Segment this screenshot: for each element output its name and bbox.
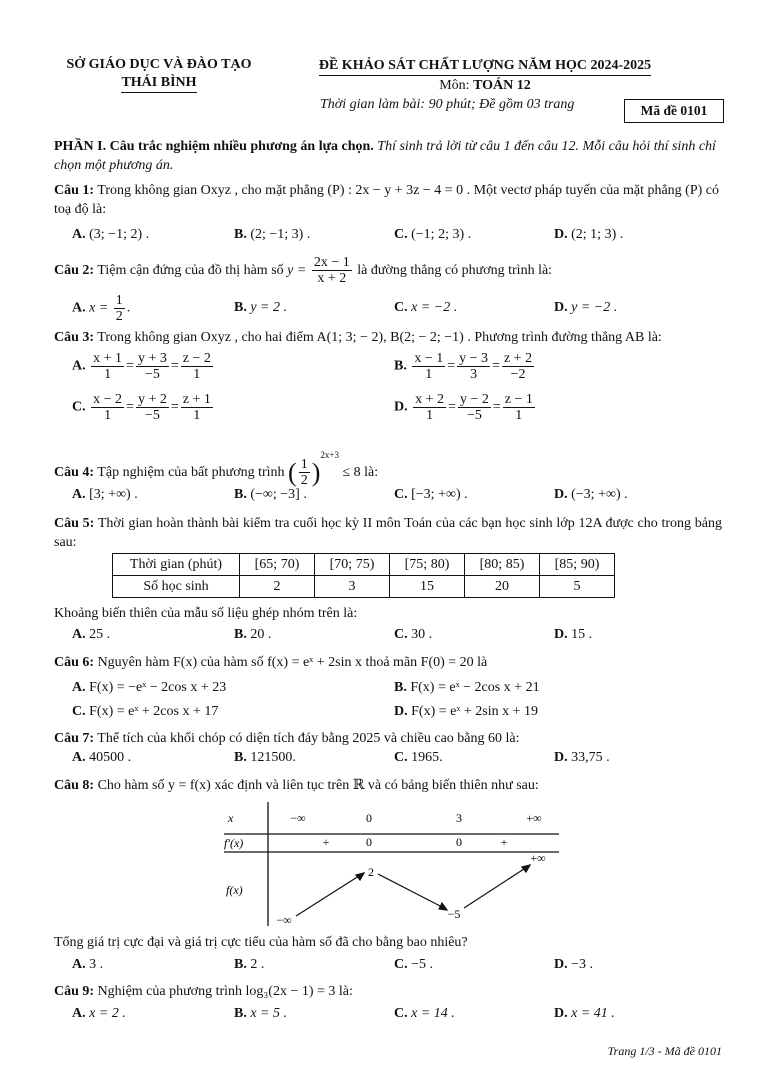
q4-option-c[interactable]: C. [−3; +∞) . [394, 487, 468, 502]
table-row: Thời gian (phút) [65; 70) [70; 75) [75; 80) [80; 85) [85; 90) [113, 554, 615, 576]
q2-option-c[interactable]: C. x = −2 . [394, 300, 458, 315]
vt-v1: −∞ [276, 913, 292, 927]
q2-option-d[interactable]: D. y = −2 . [554, 300, 618, 315]
q-label: Câu 9: [54, 984, 95, 999]
q1-option-d[interactable]: D. (2; 1; 3) . [554, 227, 624, 242]
vt-v4: +∞ [530, 851, 546, 865]
q3-option-d[interactable]: D. $\frac{x + 2}{1}$ = $\frac{y - 2}{-5}$ = $\frac{z - 1}{1}$ [394, 392, 533, 423]
part1-title: PHẦN I. Câu trắc nghiệm nhiều phương án lựa chọn. [54, 139, 374, 154]
table-row: Số học sinh 2 3 15 20 5 [113, 576, 615, 598]
exponent: 2x+3 [320, 450, 339, 460]
q1-option-a[interactable]: A. (3; −1; 2) . [72, 227, 150, 242]
province-name: THÁI BÌNH [121, 74, 196, 93]
exam-title: ĐỀ KHẢO SÁT CHẤT LƯỢNG NĂM HỌC 2024-2025 [319, 56, 651, 76]
vt-x4: +∞ [526, 811, 542, 825]
page-footer: Trang 1/3 - Mã đề 0101 [607, 1044, 722, 1058]
q6-option-c[interactable]: C. F(x) = eˣ + 2cos x + 17 [72, 704, 219, 719]
vt-x-label: x [228, 811, 234, 825]
q4-option-d[interactable]: D. (−3; +∞) . [554, 487, 628, 502]
header-right [300, 56, 670, 114]
part1-heading [54, 137, 722, 175]
q9-option-c[interactable]: C. x = 14 . [394, 1006, 455, 1021]
q3-option-c[interactable]: C. $\frac{x - 2}{1}$ = $\frac{y + 2}{-5}$ = $\frac{z + 1}{1}$ [72, 392, 211, 423]
vt-f-label: f(x) [226, 883, 243, 897]
vt-zero1: 0 [366, 835, 372, 849]
q-label: Câu 3: [54, 330, 95, 345]
q9-option-d[interactable]: D. x = 41 . [554, 1006, 615, 1021]
q-text: Trong không gian Oxyz , cho mặt phẳng (P) : 2x − y + 3z − 4 = 0 . Một vectơ pháp tuyến của mặt phẳng (P) có toạ độ là: [54, 183, 720, 217]
q-label: Câu 2: [54, 263, 95, 278]
q8-option-d[interactable]: D. −3 . [554, 957, 594, 972]
q2-option-a[interactable]: A. x = $\frac{1}{2}$ . [72, 293, 131, 324]
q-label: Câu 4: [54, 465, 95, 480]
q3-option-b[interactable]: B. $\frac{x - 1}{1}$ = $\frac{y - 3}{3}$ = $\frac{z + 2}{-2}$ [394, 351, 533, 382]
q1-option-c[interactable]: C. (−1; 2; 3) . [394, 227, 472, 242]
q5-option-c[interactable]: C. 30 . [394, 627, 433, 642]
question-1 [54, 181, 722, 219]
vt-zero2: 0 [456, 835, 462, 849]
vt-x2: 0 [366, 811, 372, 825]
q5-option-b[interactable]: B. 20 . [234, 627, 272, 642]
data-table [112, 553, 615, 598]
q5-option-d[interactable]: D. 15 . [554, 627, 593, 642]
q7-option-b[interactable]: B. 121500. [234, 750, 296, 765]
question-3: Câu 3: Trong không gian Oxyz , cho hai điểm A(1; 3; − 2), B(2; − 2; −1) . Phương trình đường thẳng AB là: [54, 330, 662, 345]
q9-option-a[interactable]: A. x = 2 . [72, 1006, 126, 1021]
q8-option-b[interactable]: B. 2 . [234, 957, 265, 972]
part1-instr: Thí sinh trả lời từ câu 1 đến câu 12. Mỗi câu hỏi thí sinh chỉ chọn một phương án. [54, 139, 716, 173]
vt-v2: 2 [368, 865, 374, 879]
q4-option-a[interactable]: A. [3; +∞) . [72, 487, 138, 502]
q-label: Câu 1: [54, 183, 95, 198]
question-5: Câu 5: Thời gian hoàn thành bài kiểm tra cuối học kỳ II môn Toán của các bạn học sinh lớp 12A được cho trong bảng sau: [54, 516, 722, 550]
vt-x1: −∞ [290, 811, 306, 825]
q3-option-a[interactable]: A. $\frac{x + 1}{1}$ = $\frac{y + 3}{-5}$ = $\frac{z - 2}{1}$ [72, 351, 211, 382]
vt-v3: −5 [447, 907, 461, 921]
header-left [54, 56, 264, 93]
q8-option-c[interactable]: C. −5 . [394, 957, 434, 972]
variation-table [214, 800, 564, 928]
q-label: Câu 7: [54, 731, 95, 746]
fraction: $\frac{2x - 1}{x + 2}$ [313, 255, 350, 287]
q9-option-b[interactable]: B. x = 5 . [234, 1006, 288, 1021]
subject: TOÁN 12 [473, 78, 531, 93]
q7-option-d[interactable]: D. 33,75 . [554, 750, 610, 765]
vt-fp-label: f′(x) [224, 836, 244, 850]
q4-option-b[interactable]: B. (−∞; −3] . [234, 487, 307, 502]
q-label: Câu 8: [54, 778, 95, 793]
question-7: Câu 7: Thể tích của khối chóp có diện tích đáy bằng 2025 và chiều cao bằng 60 là: [54, 731, 520, 746]
q6-option-a[interactable]: A. F(x) = −eˣ − 2cos x + 23 [72, 680, 227, 695]
q6-option-d[interactable]: D. F(x) = eˣ + 2sin x + 19 [394, 704, 539, 719]
question-8: Câu 8: Cho hàm số y = f(x) xác định và liên tục trên ℝ và có bảng biến thiên như sau: [54, 778, 539, 793]
q5-option-a[interactable]: A. 25 . [72, 627, 111, 642]
dept-name: SỞ GIÁO DỤC VÀ ĐÀO TẠO [66, 57, 252, 72]
vt-x3: 3 [456, 811, 462, 825]
question-6: Câu 6: Nguyên hàm F(x) của hàm số f(x) = eˣ + 2sin x thoả mãn F(0) = 20 là [54, 655, 488, 670]
subject-line: Môn: TOÁN 12 [439, 78, 531, 93]
question-2: Câu 2: Tiệm cận đứng của đồ thị hàm số y = $\frac{2x - 1}{x + 2}$ là đường thẳng có phương trình là: [54, 255, 553, 287]
q-label: Câu 6: [54, 655, 95, 670]
q1-option-b[interactable]: B. (2; −1; 3) . [234, 227, 311, 242]
vt-sign2: + [500, 835, 508, 849]
q8-option-a[interactable]: A. 3 . [72, 957, 104, 972]
q7-option-a[interactable]: A. 40500 . [72, 750, 132, 765]
q8-after: Tổng giá trị cực đại và giá trị cực tiểu của hàm số đã cho bằng bao nhiêu? [54, 935, 468, 950]
q5-after: Khoảng biến thiên của mẫu số liệu ghép nhóm trên là: [54, 606, 358, 621]
q2-option-b[interactable]: B. y = 2 . [234, 300, 288, 315]
exam-code-box: Mã đề 0101 [624, 99, 724, 123]
q6-option-b[interactable]: B. F(x) = eˣ − 2cos x + 21 [394, 680, 540, 695]
time-info: Thời gian làm bài: 90 phút; Đề gồm 03 trang [320, 97, 575, 112]
q-label: Câu 5: [54, 516, 95, 531]
question-4: Câu 4: Tập nghiệm của bất phương trình ( $\frac{1}{2}$ )$^{2x+3}$ ≤ 8 là: [54, 450, 379, 489]
q7-option-c[interactable]: C. 1965. [394, 750, 443, 765]
vt-sign1: + [322, 835, 330, 849]
question-9: Câu 9: Nghiệm của phương trình log₃(2x − 1) = 3 là: [54, 984, 353, 999]
